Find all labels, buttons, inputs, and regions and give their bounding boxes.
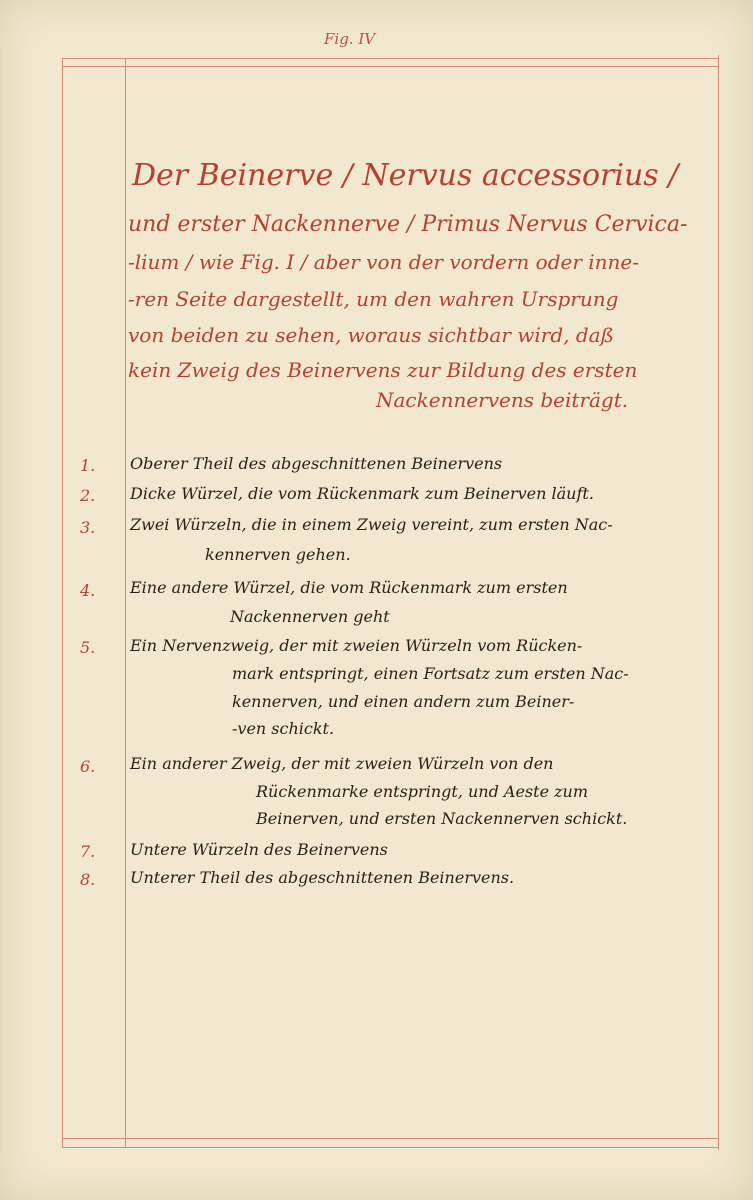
- legend-number: 4.: [80, 581, 96, 600]
- title-line: Der Beinerve / Nervus accessorius /: [132, 158, 679, 193]
- legend-line: Nackennerven geht: [230, 607, 390, 626]
- legend-line: Ein Nervenzweig, der mit zweien Würzeln vom Rücken-: [130, 636, 583, 655]
- legend-number: 6.: [80, 757, 96, 776]
- legend-number: 2.: [80, 486, 96, 505]
- legend-line: -ven schickt.: [232, 719, 335, 738]
- legend-number: 8.: [80, 870, 96, 889]
- legend-line: mark entspringt, einen Fortsatz zum ersten Nac-: [232, 664, 629, 683]
- legend-line: Ein anderer Zweig, der mit zweien Würzeln von den: [130, 754, 554, 773]
- legend-line: Dicke Würzel, die vom Rückenmark zum Beinerven läuft.: [130, 484, 594, 503]
- title-line: von beiden zu sehen, woraus sichtbar wird, daß: [128, 323, 614, 347]
- legend-line: Rückenmarke entspringt, und Aeste zum: [256, 782, 589, 801]
- legend-line: kennerven, und einen andern zum Beiner-: [232, 692, 575, 711]
- title-line: kein Zweig des Beinervens zur Bildung des ersten: [128, 358, 638, 382]
- title-line: -lium / wie Fig. I / aber von der vordern oder inne-: [128, 250, 640, 274]
- legend-line: Untere Würzeln des Beinervens: [130, 840, 388, 859]
- legend-number: 5.: [80, 638, 96, 657]
- legend-line: Zwei Würzeln, die in einem Zweig vereint, zum ersten Nac-: [130, 515, 613, 534]
- title-line: -ren Seite dargestellt, um den wahren Ursprung: [128, 287, 619, 311]
- legend-line: Unterer Theil des abgeschnittenen Beinervens.: [130, 868, 515, 887]
- legend-number: 7.: [80, 842, 96, 861]
- title-line: Nackennervens beiträgt.: [376, 388, 629, 412]
- figure-label: Fig. IV: [324, 30, 376, 48]
- legend-number: 3.: [80, 518, 96, 537]
- legend-line: Oberer Theil des abgeschnittenen Beinervens: [130, 454, 503, 473]
- legend-number: 1.: [80, 456, 96, 475]
- title-line: und erster Nackennerve / Primus Nervus Cervica-: [128, 212, 688, 237]
- legend-line: Beinerven, und ersten Nackennerven schickt.: [256, 809, 628, 828]
- legend-line: kennerven gehen.: [205, 545, 351, 564]
- legend-line: Eine andere Würzel, die vom Rückenmark zum ersten: [130, 578, 568, 597]
